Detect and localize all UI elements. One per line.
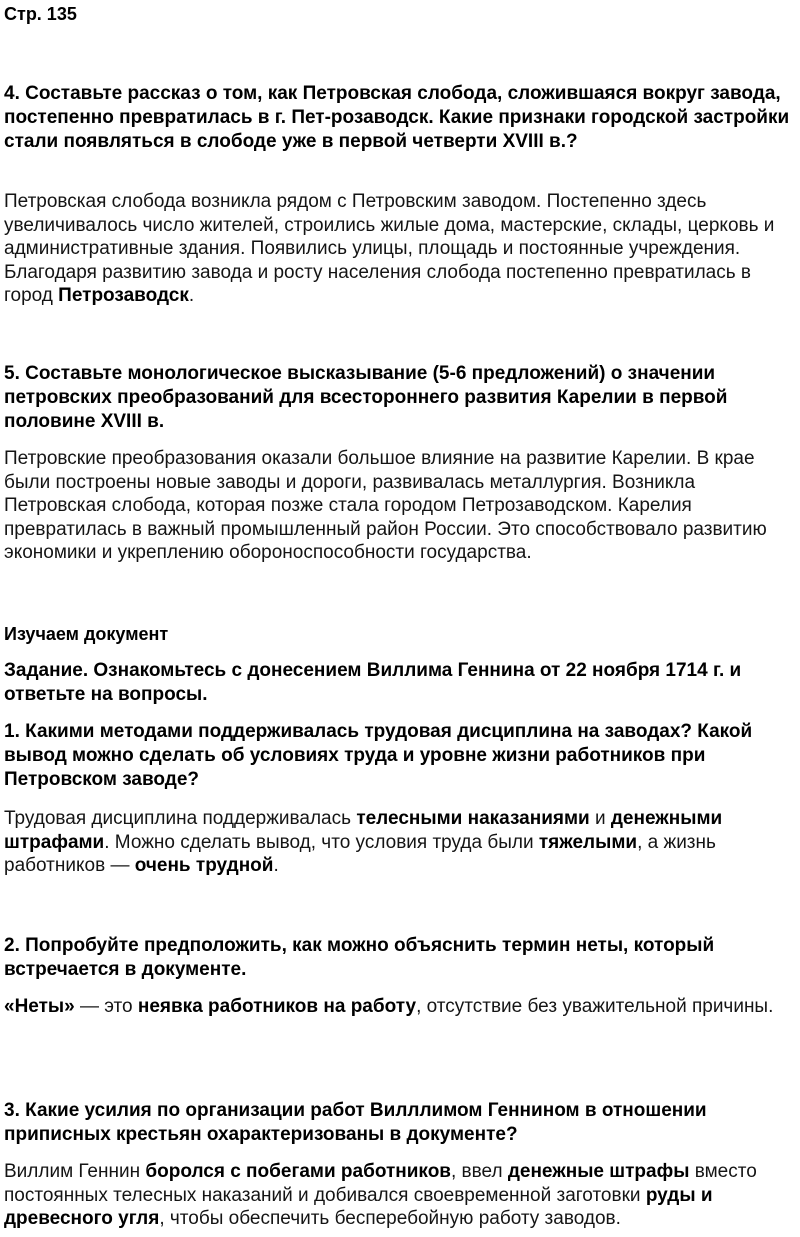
answer-1-part-4: , а жизнь работников —	[4, 831, 716, 876]
page-number-label: Стр. 135	[4, 4, 77, 24]
answer-3-bold-3: руды и древесного угля	[4, 1184, 713, 1229]
answer-4	[4, 190, 798, 308]
answer-1-part-3: . Можно сделать вывод, что условия труда были	[104, 831, 539, 853]
answer-2-part-2: , отсутствие без уважительной причины.	[416, 996, 774, 1017]
question-5: 5. Составьте монологическое высказывание (5-6 предложений) о значении петровских преобразований для всестороннего развития Карелии в первой половине XVIII в.	[4, 363, 728, 432]
document-answer-2	[4, 995, 798, 1019]
answer-2-bold-2: неявка работников на работу	[137, 996, 417, 1017]
section-heading: Изучаем документ	[4, 624, 169, 644]
document-question-2: 2. Попробуйте предположить, как можно объяснить термин неты, который встречается в документе.	[4, 935, 715, 980]
answer-3-bold-2: денежные штрафы	[507, 1161, 690, 1182]
answer-1-part-1: Трудовая дисциплина поддерживалась	[4, 808, 357, 829]
answer-4-end: .	[188, 285, 195, 306]
answer-1-bold-4: очень трудной	[134, 855, 274, 876]
document-answer-3	[4, 1160, 798, 1231]
document-answer-1	[4, 807, 798, 878]
answer-1-bold-1: телесными наказаниями	[356, 808, 590, 829]
answer-4-text: Петровская слобода возникла рядом с Петровским заводом. Постепенно здесь увеличивалось число жителей, строились жилые дома, мастерские, склады, церковь и административные здания. Появились улицы, площадь и постоянные учреждения. Благодаря развитию завода и росту населения слобода постепенно превратилась в город	[4, 191, 775, 306]
answer-3-part-1: Виллим Геннин	[4, 1161, 146, 1182]
answer-1-part-5: .	[273, 855, 279, 876]
answer-1-bold-3: тяжелыми	[538, 831, 638, 853]
document-question-3: 3. Какие усилия по организации работ Вилллимом Геннином в отношении приписных крестьян охарактеризованы в документе?	[4, 1100, 707, 1145]
answer-5: Петровские преобразования оказали большое влияние на развитие Карелии. В крае были построены новые заводы и дороги, развивалась металлургия. Возникла Петровская слобода, которая позже стала городом Петрозаводском. Карелия превратилась в важный промышленный район России. Это способствовало развитию экономики и укреплению обороноспособности государства.	[4, 448, 767, 563]
document-question-1: 1. Какими методами поддерживалась трудовая дисциплина на заводах? Какой вывод можно сделать об условиях труда и уровне жизни работников при Петровском заводе?	[4, 721, 753, 790]
answer-2-part-1: — это	[74, 996, 138, 1017]
answer-1-bold-2: денежными штрафами	[4, 808, 723, 853]
answer-3-part-2: , ввел	[450, 1161, 508, 1182]
answer-1-part-2: и	[589, 808, 611, 829]
answer-3-bold-1: боролся с побегами работников	[145, 1161, 451, 1182]
answer-4-bold: Петрозаводск	[58, 285, 189, 306]
task-statement: Задание. Ознакомьтесь с донесением Виллима Геннина от 22 ноября 1714 г. и ответьте на вопросы.	[4, 660, 742, 705]
answer-3-part-3: вместо постоянных телесных наказаний и добивался своевременной заготовки	[4, 1161, 757, 1206]
answer-3-part-4: , чтобы обеспечить бесперебойную работу заводов.	[159, 1208, 621, 1229]
answer-2-bold-1: «Неты»	[4, 996, 75, 1017]
question-4: 4. Составьте рассказ о том, как Петровская слобода, сложившаяся вокруг завода, постепенно превратилась в г. Пет-розаводск. Какие признаки городской застройки стали появляться в слободе уже в первой четверти XVIII в.?	[4, 83, 790, 152]
